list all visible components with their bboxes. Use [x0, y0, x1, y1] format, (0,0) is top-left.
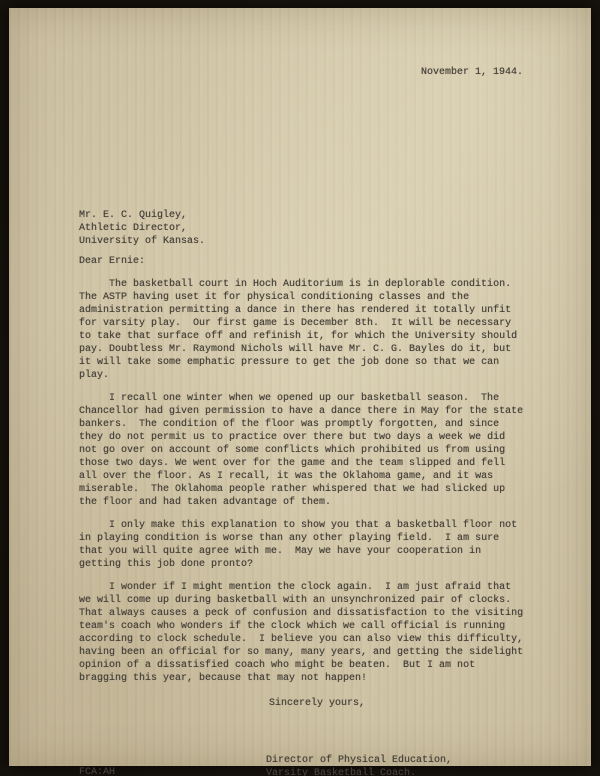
- letter-paragraph-4: I wonder if I might mention the clock again. I am just afraid that we will come up during basketball with an unsynchronized pair of clocks. That always causes a peck of confusion and dissatisfaction to the visiting team's coach who wonders if the clock which we call official is running according to clock schedule. I believe you can also view this difficulty, having been an official for so many, many years, and getting the sidelight opinion of a dissatisfied coach who might be beaten. But I am not bragging this year, because that may not happen!: [79, 582, 530, 684]
- signature-row: [79, 754, 527, 776]
- recipient-address: [79, 209, 527, 248]
- recipient-title: Athletic Director,: [79, 223, 188, 234]
- letter-paragraph-2: I recall one winter when we opened up our basketball season. The Chancellor had given permission to have a dance there in May for the state bankers. The condition of the floor was promptly forgotten, and since they do not permit us to practice over there but two days a week we did not go over on account of some conflicts which prohibited us from using those two days. We went over for the game and the team slipped and fell all over the floor. As I recall, it was the Oklahoma game, and it was miserable. The Oklahoma people rather whispered that we had slicked up the floor and had taken advantage of them.: [79, 393, 530, 508]
- closing: Sincerely yours,: [269, 698, 366, 709]
- recipient-institution: University of Kansas.: [79, 236, 206, 247]
- letter-paragraph-1: The basketball court in Hoch Auditorium is in deplorable condition. The ASTP having uset it for physical conditioning classes and the administration permitting a dance in there has rendered it totally unfit for varsity play. Our first game is December 8th. It will be necessary to take that surface off and refinish it, for which the University should pay. Doubtless Mr. Raymond Nichols will have Mr. C. G. Bayles do it, but it will take some emphatic pressure to get the job done so that we can play.: [79, 279, 524, 381]
- recipient-name: Mr. E. C. Quigley,: [79, 210, 188, 221]
- signature-block: [266, 754, 527, 776]
- salutation: Dear Ernie:: [79, 256, 146, 267]
- typist-initials: FCA:AH: [79, 767, 116, 776]
- letter-paragraph-3: I only make this explanation to show you that a basketball floor not in playing condition is worse than any other playing field. I am sure that you will quite agree with me. May we have your cooperation in getting this job done pronto?: [79, 520, 524, 570]
- signature-title-line-2: Varsity Basketball Coach.: [266, 768, 417, 776]
- letter-date: November 1, 1944.: [421, 67, 524, 78]
- letter-page: [9, 8, 591, 776]
- signature-title-line-1: Director of Physical Education,: [266, 755, 453, 766]
